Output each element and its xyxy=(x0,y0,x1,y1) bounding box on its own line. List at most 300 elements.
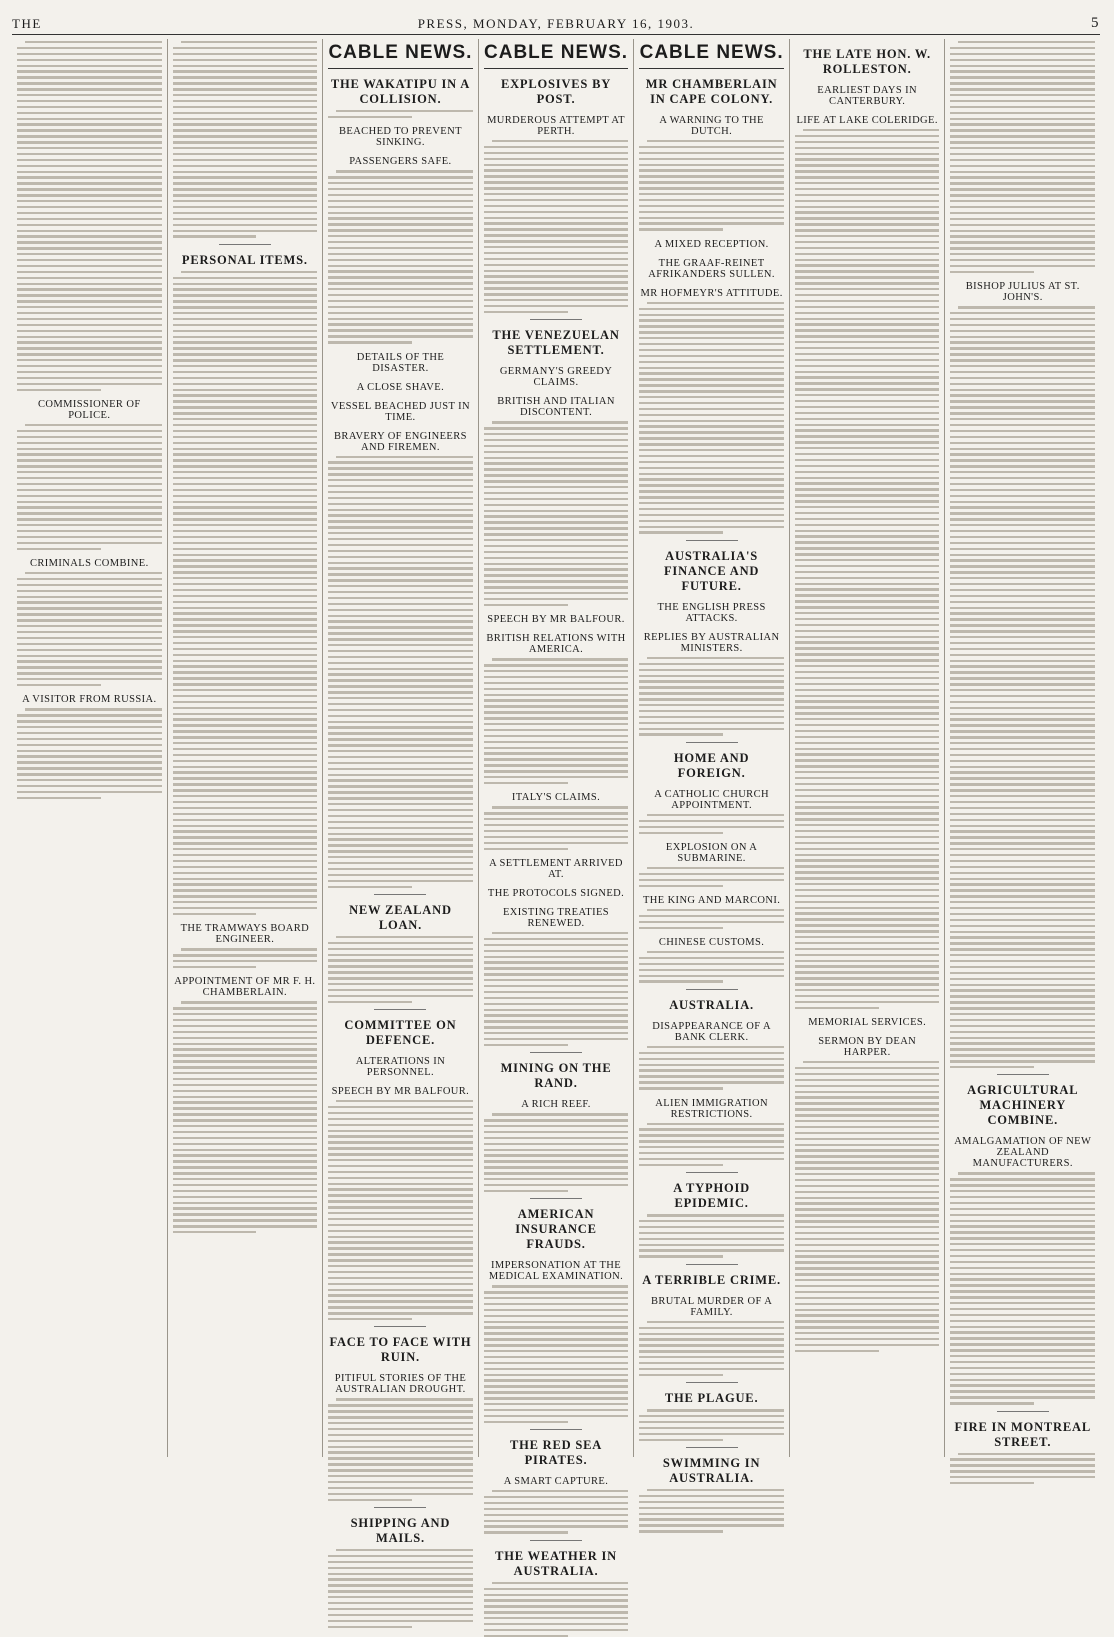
text-line xyxy=(795,983,940,985)
text-line xyxy=(173,665,318,667)
article-heading: A TYPHOID EPIDEMIC. xyxy=(673,1181,750,1211)
text-line xyxy=(639,733,723,735)
text-line xyxy=(173,742,318,744)
text-line xyxy=(950,442,1095,444)
text-line xyxy=(484,1332,629,1334)
text-line xyxy=(17,613,162,615)
article-heading: BRITISH AND ITALIAN DISCONTENT. xyxy=(497,396,615,419)
text-line xyxy=(328,679,473,681)
text-line xyxy=(795,1279,940,1281)
text-line xyxy=(328,212,473,214)
text-line xyxy=(795,471,940,473)
text-line xyxy=(17,200,162,202)
text-line xyxy=(795,612,940,614)
text-line xyxy=(484,1421,568,1423)
text-line xyxy=(173,848,318,850)
text-line xyxy=(950,371,1095,373)
text-line xyxy=(17,430,162,432)
text-line xyxy=(173,1219,318,1221)
text-line xyxy=(795,1120,940,1122)
text-line xyxy=(795,1309,940,1311)
text-line xyxy=(639,1524,784,1526)
text-line xyxy=(795,718,940,720)
text-line xyxy=(484,848,568,850)
text-line xyxy=(484,735,629,737)
text-line xyxy=(950,742,1095,744)
article-heading: PERSONAL ITEMS. xyxy=(181,252,308,267)
text-line xyxy=(639,169,784,171)
text-line xyxy=(17,365,162,367)
text-line xyxy=(950,147,1095,149)
text-line xyxy=(484,688,629,690)
text-line xyxy=(173,1190,318,1192)
section-divider xyxy=(374,1507,426,1508)
text-line xyxy=(173,830,318,832)
text-line xyxy=(484,146,629,148)
text-line xyxy=(795,812,940,814)
article-heading: CRIMINALS COMBINE. xyxy=(29,558,149,570)
text-line xyxy=(17,100,162,102)
text-line xyxy=(795,518,940,520)
article-heading: A VISITOR FROM RUSSIA. xyxy=(22,694,157,706)
text-line xyxy=(173,412,318,414)
text-line xyxy=(484,1379,629,1381)
article-heading: NEW ZEALAND LOAN. xyxy=(349,902,452,932)
text-line xyxy=(647,1123,784,1125)
text-line xyxy=(950,1261,1095,1263)
text-line xyxy=(639,146,784,148)
text-line xyxy=(328,650,473,652)
text-line xyxy=(484,457,629,459)
text-line xyxy=(950,353,1095,355)
text-line xyxy=(950,512,1095,514)
text-line xyxy=(173,288,318,290)
text-line xyxy=(173,347,318,349)
text-line xyxy=(958,306,1095,308)
text-line xyxy=(328,977,473,979)
text-line xyxy=(173,153,318,155)
text-line xyxy=(328,591,473,593)
text-line xyxy=(173,212,318,214)
text-line xyxy=(173,889,318,891)
text-line xyxy=(795,895,940,897)
text-line xyxy=(328,638,473,640)
text-line xyxy=(484,293,629,295)
text-line xyxy=(492,806,629,808)
text-line xyxy=(173,1172,318,1174)
text-line xyxy=(950,318,1095,320)
text-line xyxy=(484,842,629,844)
text-line xyxy=(795,630,940,632)
text-line xyxy=(795,1261,940,1263)
text-line xyxy=(484,979,629,981)
text-line xyxy=(795,1320,940,1322)
text-line xyxy=(328,116,412,118)
text-line xyxy=(795,1244,940,1246)
text-line xyxy=(950,771,1095,773)
text-line xyxy=(17,761,162,763)
column-7 xyxy=(944,39,1100,1457)
text-line xyxy=(328,300,473,302)
article-heading: THE PLAGUE. xyxy=(664,1391,759,1406)
text-line xyxy=(328,188,473,190)
text-line xyxy=(17,377,162,379)
text-line xyxy=(950,406,1095,408)
text-line xyxy=(795,365,940,367)
text-line xyxy=(484,539,629,541)
text-line xyxy=(795,924,940,926)
section-divider xyxy=(686,742,738,743)
text-line xyxy=(795,842,940,844)
text-line xyxy=(181,271,318,273)
text-line xyxy=(328,276,473,278)
text-line xyxy=(328,1130,473,1132)
text-line xyxy=(17,578,162,580)
article-body-placeholder xyxy=(950,41,1095,273)
text-line xyxy=(795,424,940,426)
text-line xyxy=(950,1302,1095,1304)
text-line xyxy=(17,206,162,208)
text-line xyxy=(328,1434,473,1436)
text-line xyxy=(639,927,723,929)
article-heading: THE LATE HON. W. ROLLESTON. xyxy=(803,47,931,76)
text-line xyxy=(328,532,473,534)
text-line xyxy=(639,1244,784,1246)
text-line xyxy=(950,636,1095,638)
text-line xyxy=(328,989,473,991)
text-line xyxy=(639,152,784,154)
text-line xyxy=(328,1555,473,1557)
text-line xyxy=(328,1159,473,1161)
text-line xyxy=(950,1196,1095,1198)
text-line xyxy=(795,730,940,732)
text-line xyxy=(173,760,318,762)
text-line xyxy=(484,240,629,242)
text-line xyxy=(17,501,162,503)
text-line xyxy=(484,1326,629,1328)
text-line xyxy=(950,748,1095,750)
text-line xyxy=(173,548,318,550)
text-line xyxy=(492,1285,629,1287)
text-line xyxy=(173,182,318,184)
text-line xyxy=(17,637,162,639)
text-line xyxy=(484,580,629,582)
text-line xyxy=(173,624,318,626)
text-line xyxy=(950,94,1095,96)
text-line xyxy=(795,695,940,697)
text-line xyxy=(639,1134,784,1136)
text-line xyxy=(328,229,473,231)
text-line xyxy=(950,1273,1095,1275)
text-line xyxy=(328,844,473,846)
text-line xyxy=(328,1596,473,1598)
text-line xyxy=(950,188,1095,190)
article-body-placeholder xyxy=(639,1214,784,1258)
text-line xyxy=(484,474,629,476)
text-line xyxy=(950,536,1095,538)
column-4 xyxy=(478,39,634,1578)
article-body-placeholder xyxy=(639,951,784,983)
text-line xyxy=(17,483,162,485)
text-line xyxy=(639,686,784,688)
text-line xyxy=(173,353,318,355)
article-body-placeholder xyxy=(328,1398,473,1501)
text-line xyxy=(950,1331,1095,1333)
text-line xyxy=(17,141,162,143)
text-line xyxy=(950,907,1095,909)
text-line xyxy=(950,377,1095,379)
article-body-placeholder xyxy=(639,909,784,929)
text-line xyxy=(950,954,1095,956)
text-line xyxy=(328,779,473,781)
text-line xyxy=(795,677,940,679)
text-line xyxy=(173,1090,318,1092)
text-line xyxy=(950,730,1095,732)
text-line xyxy=(795,930,940,932)
text-line xyxy=(17,88,162,90)
text-line xyxy=(950,559,1095,561)
text-line xyxy=(173,1101,318,1103)
text-line xyxy=(795,294,940,296)
text-line xyxy=(484,1160,629,1162)
text-line xyxy=(795,158,940,160)
text-line xyxy=(639,431,784,433)
text-line xyxy=(795,753,940,755)
text-line xyxy=(950,1220,1095,1222)
text-line xyxy=(328,726,473,728)
text-line xyxy=(950,919,1095,921)
text-line xyxy=(173,1119,318,1121)
article-body-placeholder xyxy=(17,572,162,686)
text-line xyxy=(950,931,1095,933)
text-line xyxy=(484,175,629,177)
article-heading: A CATHOLIC CHURCH APPOINTMENT. xyxy=(654,788,769,811)
text-line xyxy=(484,1623,629,1625)
text-line xyxy=(336,170,473,172)
text-line xyxy=(173,70,318,72)
article-heading: FIRE IN MONTREAL STREET. xyxy=(954,1419,1091,1449)
article-heading: ALIEN IMMIGRATION RESTRICTIONS. xyxy=(655,1097,768,1120)
text-line xyxy=(173,1096,318,1098)
text-line xyxy=(950,176,1095,178)
text-line xyxy=(328,1499,412,1501)
text-line xyxy=(950,842,1095,844)
text-line xyxy=(950,524,1095,526)
text-line xyxy=(17,536,162,538)
text-line xyxy=(328,1124,473,1126)
text-line xyxy=(795,323,940,325)
text-line xyxy=(950,1355,1095,1357)
text-line xyxy=(484,1315,629,1317)
text-line xyxy=(639,158,784,160)
text-line xyxy=(173,165,318,167)
text-line xyxy=(17,277,162,279)
text-line xyxy=(950,365,1095,367)
text-line xyxy=(328,815,473,817)
text-line xyxy=(484,1044,568,1046)
text-line xyxy=(484,299,629,301)
text-line xyxy=(328,1241,473,1243)
text-line xyxy=(484,723,629,725)
text-line xyxy=(639,1513,784,1515)
text-line xyxy=(173,801,318,803)
text-line xyxy=(795,1096,940,1098)
section-divider xyxy=(686,989,738,990)
text-line xyxy=(950,1255,1095,1257)
text-line xyxy=(173,206,318,208)
text-line xyxy=(639,314,784,316)
text-line xyxy=(17,294,162,296)
section-divider xyxy=(374,1326,426,1327)
text-line xyxy=(484,1038,629,1040)
article-heading: THE PROTOCOLS SIGNED. xyxy=(487,887,625,899)
text-line xyxy=(484,433,629,435)
text-line xyxy=(336,110,473,112)
text-line xyxy=(17,235,162,237)
text-line xyxy=(328,850,473,852)
text-line xyxy=(484,741,629,743)
text-line xyxy=(492,1582,629,1584)
text-line xyxy=(328,294,473,296)
text-line xyxy=(484,439,629,441)
text-line xyxy=(795,429,940,431)
article-heading: LIFE AT LAKE COLERIDGE. xyxy=(796,115,938,126)
text-line xyxy=(795,1179,940,1181)
text-line xyxy=(803,1061,940,1063)
text-line xyxy=(17,159,162,161)
text-line xyxy=(484,311,568,313)
article-body-placeholder xyxy=(484,806,629,850)
text-line xyxy=(950,589,1095,591)
text-line xyxy=(795,995,940,997)
text-line xyxy=(484,1397,629,1399)
text-line xyxy=(484,770,629,772)
text-line xyxy=(795,341,940,343)
text-line xyxy=(795,624,940,626)
text-line xyxy=(950,82,1095,84)
text-line xyxy=(181,1001,318,1003)
text-line xyxy=(950,942,1095,944)
text-line xyxy=(950,936,1095,938)
article-body-placeholder xyxy=(17,41,162,391)
text-line xyxy=(17,720,162,722)
text-line xyxy=(795,335,940,337)
text-line xyxy=(328,1271,473,1273)
text-line xyxy=(173,471,318,473)
text-line xyxy=(17,601,162,603)
text-line xyxy=(950,583,1095,585)
text-line xyxy=(639,526,784,528)
text-line xyxy=(950,760,1095,762)
text-line xyxy=(328,1469,473,1471)
text-line xyxy=(795,270,940,272)
article-body-placeholder xyxy=(173,948,318,968)
text-line xyxy=(328,691,473,693)
text-line xyxy=(795,282,940,284)
text-line xyxy=(484,1184,629,1186)
text-line xyxy=(173,224,318,226)
text-line xyxy=(173,171,318,173)
text-line xyxy=(328,1289,473,1291)
text-line xyxy=(173,966,257,968)
text-line xyxy=(328,833,473,835)
text-line xyxy=(950,1464,1095,1466)
text-line xyxy=(328,1428,473,1430)
masthead xyxy=(12,10,1100,35)
text-line xyxy=(639,414,784,416)
text-line xyxy=(639,1058,784,1060)
text-line xyxy=(328,503,473,505)
text-line xyxy=(173,123,318,125)
text-line xyxy=(795,1255,940,1257)
text-line xyxy=(328,821,473,823)
text-line xyxy=(336,936,473,938)
text-line xyxy=(484,782,568,784)
article-body-placeholder xyxy=(328,170,473,343)
text-line xyxy=(795,488,940,490)
text-line xyxy=(17,495,162,497)
text-line xyxy=(484,824,629,826)
text-line xyxy=(328,597,473,599)
text-line xyxy=(795,406,940,408)
article-heading: A WARNING TO THE DUTCH. xyxy=(659,115,764,137)
text-line xyxy=(484,234,629,236)
text-line xyxy=(950,1048,1095,1050)
text-line xyxy=(328,550,473,552)
text-line xyxy=(639,663,784,665)
text-line xyxy=(795,1285,940,1287)
text-line xyxy=(328,1106,473,1108)
text-line xyxy=(950,642,1095,644)
text-line xyxy=(950,689,1095,691)
text-line xyxy=(328,644,473,646)
article-heading: THE RED SEA PIRATES. xyxy=(509,1438,603,1468)
text-line xyxy=(328,1253,473,1255)
text-line xyxy=(950,718,1095,720)
text-line xyxy=(484,717,629,719)
text-line xyxy=(17,530,162,532)
text-line xyxy=(795,247,940,249)
text-line xyxy=(17,442,162,444)
text-line xyxy=(950,453,1095,455)
text-line xyxy=(328,685,473,687)
text-line xyxy=(639,1075,784,1077)
text-line xyxy=(492,140,629,142)
text-line xyxy=(328,1590,473,1592)
text-line xyxy=(328,785,473,787)
text-line xyxy=(950,448,1095,450)
text-line xyxy=(484,246,629,248)
text-line xyxy=(173,371,318,373)
text-line xyxy=(950,1284,1095,1286)
text-line xyxy=(795,806,940,808)
text-line xyxy=(17,625,162,627)
text-line xyxy=(639,1356,784,1358)
text-line xyxy=(484,1166,629,1168)
text-line xyxy=(950,925,1095,927)
text-line xyxy=(639,425,784,427)
text-line xyxy=(17,471,162,473)
text-line xyxy=(950,76,1095,78)
text-line xyxy=(328,1236,473,1238)
text-line xyxy=(795,223,940,225)
text-line xyxy=(950,836,1095,838)
text-line xyxy=(639,1368,784,1370)
text-line xyxy=(17,330,162,332)
text-line xyxy=(181,948,318,950)
text-line xyxy=(639,478,784,480)
text-line xyxy=(173,235,257,237)
